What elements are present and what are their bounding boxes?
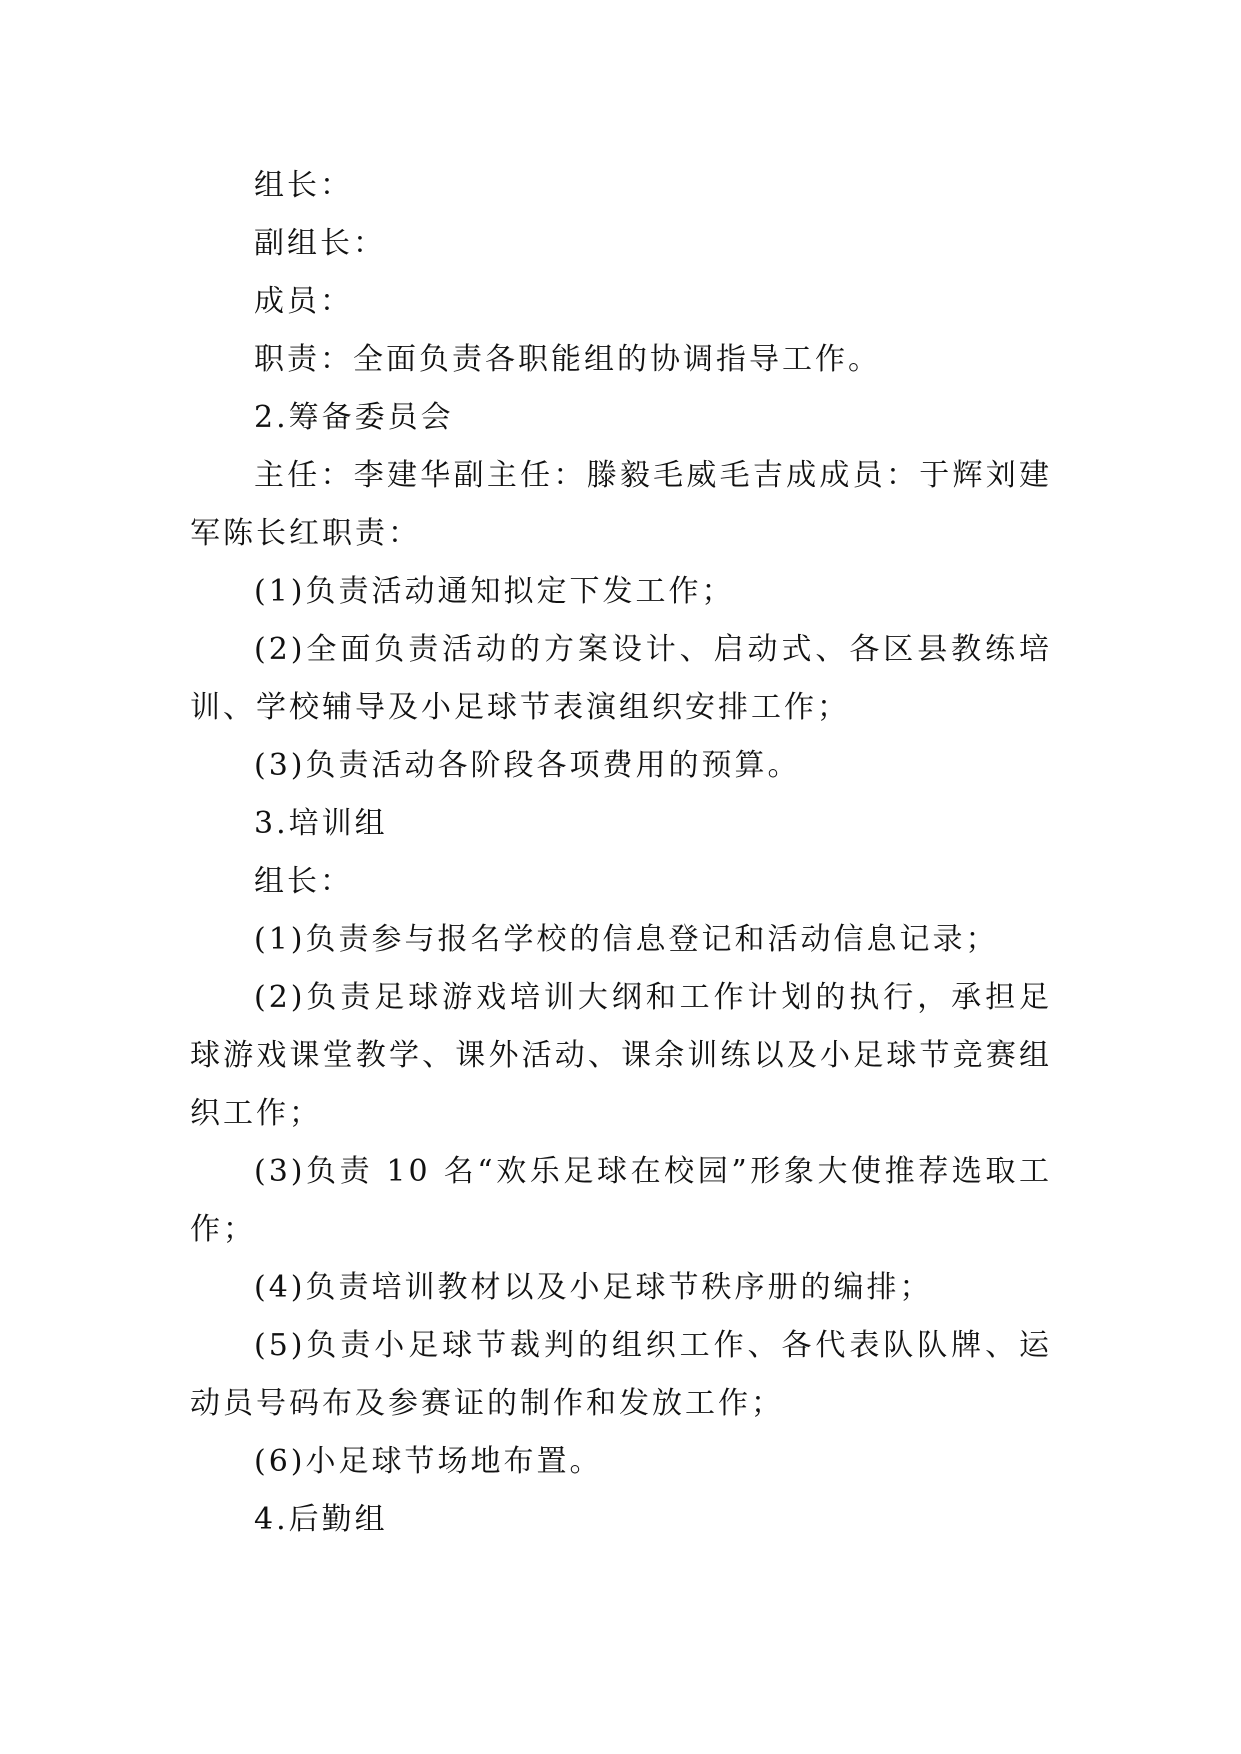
paragraph: 组长：	[254, 168, 353, 203]
list-item: (3)负责活动各阶段各项费用的预算。	[254, 748, 801, 783]
list-item: (1)负责参与报名学校的信息登记和活动信息记录；	[254, 922, 999, 957]
list-item: (6)小足球节场地布置。	[254, 1444, 603, 1479]
paragraph: 副组长：	[254, 226, 386, 261]
paragraph: 成员：	[254, 284, 353, 319]
document-body	[190, 157, 1052, 1549]
section-heading: 2.筹备委员会	[254, 400, 454, 435]
paragraph: 组长：	[254, 864, 353, 899]
list-item: (4)负责培训教材以及小足球节秩序册的编排；	[254, 1270, 933, 1305]
list-item: (2)负责足球游戏培训大纲和工作计划的执行，承担足球游戏课堂教学、课外活动、课余训练以及小足球节竞赛组织工作；	[190, 980, 1052, 1131]
paragraph: 主任：李建华副主任：滕毅毛威毛吉成成员：于辉刘建军陈长红职责：	[190, 458, 1052, 551]
section-heading: 4.后勤组	[254, 1502, 388, 1537]
section-heading: 3.培训组	[254, 806, 388, 841]
list-item: (5)负责小足球节裁判的组织工作、各代表队队牌、运动员号码布及参赛证的制作和发放工作；	[190, 1328, 1052, 1421]
list-item: (2)全面负责活动的方案设计、启动式、各区县教练培训、学校辅导及小足球节表演组织安排工作；	[190, 632, 1052, 725]
list-item: (3)负责 10 名“欢乐足球在校园”形象大使推荐选取工作；	[190, 1154, 1052, 1247]
list-item: (1)负责活动通知拟定下发工作；	[254, 574, 735, 609]
paragraph: 职责：全面负责各职能组的协调指导工作。	[254, 342, 881, 377]
